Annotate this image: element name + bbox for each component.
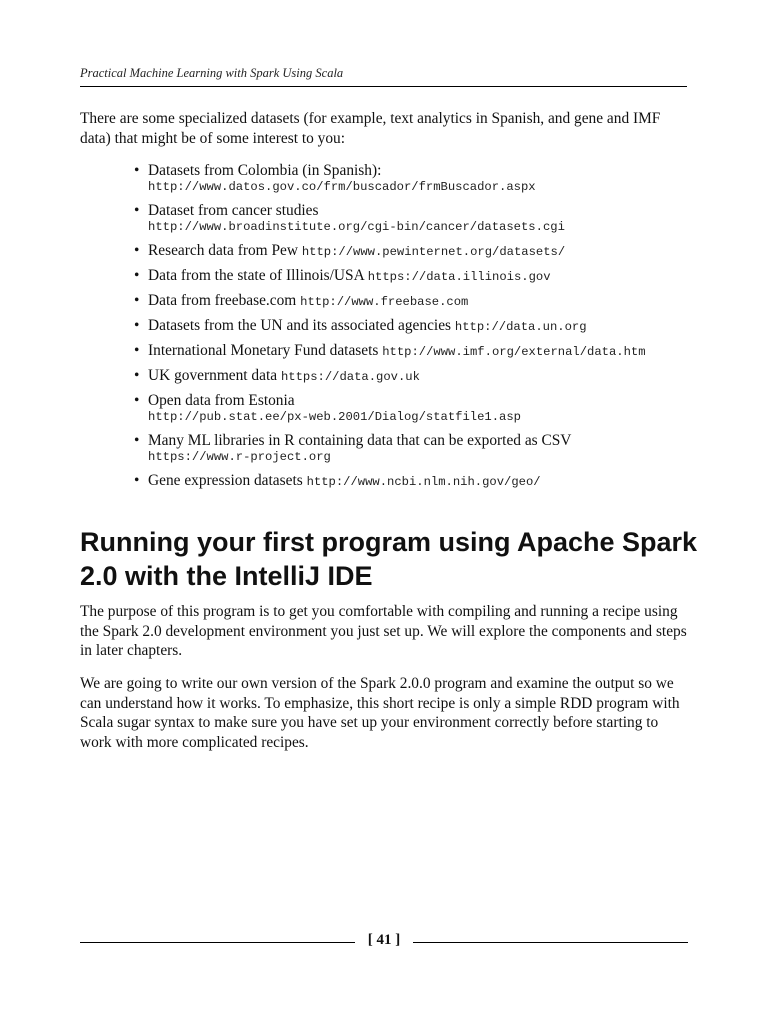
bullet-icon: • xyxy=(134,242,140,259)
bullet-icon: • xyxy=(134,342,140,359)
list-item-text: Gene expression datasets xyxy=(148,472,303,489)
dataset-link[interactable]: https://www.r-project.org xyxy=(148,450,331,464)
dataset-link[interactable]: http://www.broadinstitute.org/cgi-bin/cancer/datasets.cgi xyxy=(148,220,565,234)
list-item-text: Datasets from the UN and its associated agencies xyxy=(148,317,452,334)
list-item xyxy=(80,267,700,286)
list-item xyxy=(80,292,700,311)
dataset-link[interactable]: http://www.pewinternet.org/datasets/ xyxy=(301,245,566,259)
list-item xyxy=(80,342,700,361)
list-item xyxy=(80,242,700,261)
dataset-link[interactable]: http://www.ncbi.nlm.nih.gov/geo/ xyxy=(306,475,541,489)
bullet-icon: • xyxy=(134,202,140,219)
list-item-text: Many ML libraries in R containing data that can be exported as CSV xyxy=(148,432,572,449)
dataset-link[interactable]: http://www.datos.gov.co/frm/buscador/frmBuscador.aspx xyxy=(148,180,536,194)
list-item xyxy=(80,432,700,466)
bullet-icon: • xyxy=(134,267,140,284)
dataset-link[interactable]: http://www.imf.org/external/data.htm xyxy=(382,345,646,359)
page-footer xyxy=(80,932,688,952)
list-item-text: Open data from Estonia xyxy=(148,392,295,409)
list-item-text: Datasets from Colombia (in Spanish): xyxy=(148,162,382,179)
list-item xyxy=(80,367,700,386)
dataset-link[interactable]: http://data.un.org xyxy=(454,320,587,334)
bullet-icon: • xyxy=(134,367,140,384)
list-item-text: Research data from Pew xyxy=(148,242,298,259)
dataset-list xyxy=(80,162,700,497)
dataset-link[interactable]: http://pub.stat.ee/px-web.2001/Dialog/statfile1.asp xyxy=(148,410,521,424)
section-paragraph-1: The purpose of this program is to get you comfortable with compiling and running a recipe using the Spark 2.0 development environment you just set up. We will explore the components and steps in later chapters. xyxy=(80,603,687,659)
bullet-icon: • xyxy=(134,292,140,309)
section-heading: Running your first program using Apache Spark 2.0 with the IntelliJ IDE xyxy=(80,527,698,591)
bullet-icon: • xyxy=(134,162,140,179)
page-number: [ 41 ] xyxy=(367,932,401,948)
bullet-icon: • xyxy=(134,317,140,334)
bullet-icon: • xyxy=(134,392,140,409)
intro-paragraph: There are some specialized datasets (for example, text analytics in Spanish, and gene and IMF data) that might be of some interest to you: xyxy=(80,110,661,147)
list-item-text: UK government data xyxy=(148,367,278,384)
running-header: Practical Machine Learning with Spark Using Scala xyxy=(80,66,687,87)
list-item xyxy=(80,472,700,491)
dataset-link[interactable]: https://data.gov.uk xyxy=(280,370,420,384)
dataset-link[interactable]: http://www.freebase.com xyxy=(300,295,469,309)
list-item xyxy=(80,202,700,236)
list-item xyxy=(80,162,700,196)
footer-rule-right xyxy=(413,942,688,943)
dataset-link[interactable]: https://data.illinois.gov xyxy=(367,270,551,284)
section-paragraph-2: We are going to write our own version of the Spark 2.0.0 program and examine the output so we can understand how it works. To emphasize, this short recipe is only a simple RDD program with Scala sugar syntax to make sure you have set up your environment correctly before starting to work with more complicated recipes. xyxy=(80,675,680,751)
list-item xyxy=(80,392,700,426)
list-item-text: Dataset from cancer studies xyxy=(148,202,319,219)
list-item-text: Data from the state of Illinois/USA xyxy=(148,267,364,284)
list-item-text: Data from freebase.com xyxy=(148,292,297,309)
bullet-icon: • xyxy=(134,472,140,489)
list-item-text: International Monetary Fund datasets xyxy=(148,342,379,359)
list-item xyxy=(80,317,700,336)
bullet-icon: • xyxy=(134,432,140,449)
